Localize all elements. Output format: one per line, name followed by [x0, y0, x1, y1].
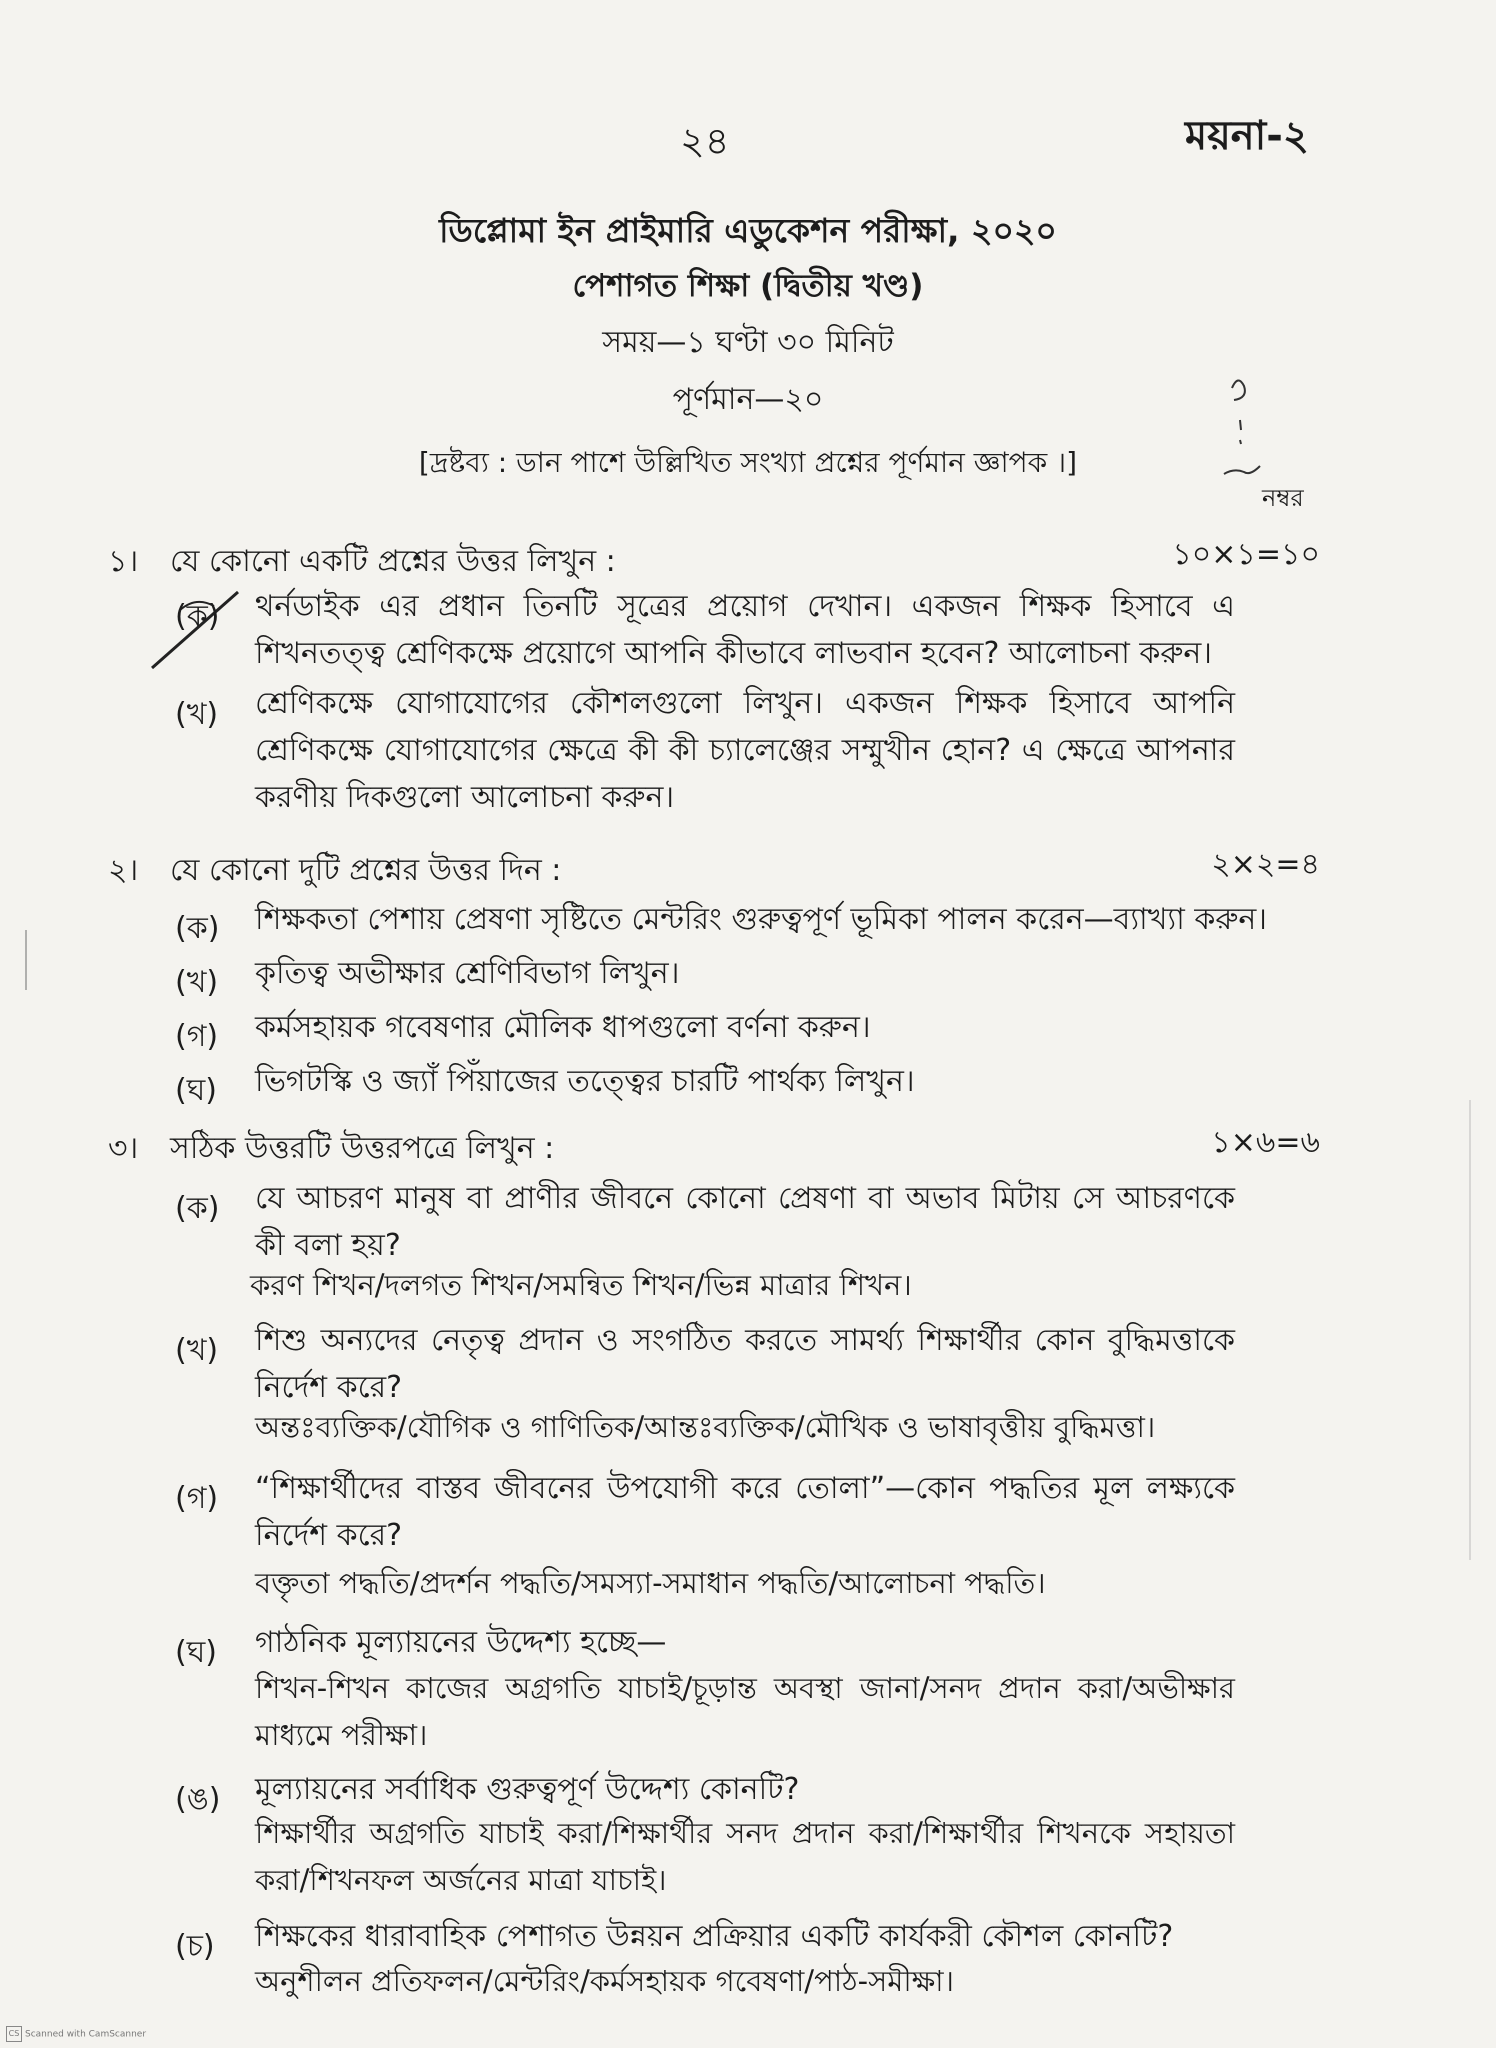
exam-time: সময়—১ ঘণ্টা ৩০ মিনিট [602, 325, 894, 360]
scanner-text: Scanned with CamScanner [25, 2029, 147, 2040]
option-text: “শিক্ষার্থীদের বাস্তব জীবনের উপযোগী করে তোলা”—কোন পদ্ধতির মূল লক্ষ্যকে নির্দেশ করে? [255, 1471, 1235, 1553]
question-2-heading [108, 846, 561, 897]
answer-choices: অন্তঃব্যক্তিক/যৌগিক ও গাণিতিক/আন্তঃব্যক্তিক/মৌখিক ও ভাষাবৃত্তীয় বুদ্ধিমত্তা। [255, 1410, 1156, 1444]
option-label: (খ) [175, 697, 219, 732]
option-text: থর্নডাইক এর প্রধান তিনটি সূত্রের প্রয়োগ দেখান। একজন শিক্ষক হিসাবে এ শিখনতত্ত্ব শ্রেণিকক্ষে প্রয়োগে আপনি কীভাবে লাভবান হবেন? আলোচনা করুন। [255, 589, 1235, 671]
question-number: ২। [108, 853, 139, 888]
option-label: (চ) [175, 1929, 215, 1964]
option-text: শ্রেণিকক্ষে যোগাযোগের কৌশলগুলো লিখুন। একজন শিক্ষক হিসাবে আপনি শ্রেণিকক্ষে যোগাযোগের ক্ষেত্রে কী কী চ্যালেঞ্জের সম্মুখীন হোন? এ ক্ষেত্রে আপনার করণীয় দিকগুলো আলোচনা করুন। [255, 686, 1235, 815]
option-label: (খ) [175, 965, 219, 1000]
scanner-logo-icon: CS [6, 2026, 22, 2042]
option-text: গাঠনিক মূল্যায়নের উদ্দেশ্য হচ্ছে— [255, 1625, 667, 1660]
option-label: (ক) [175, 1191, 220, 1226]
option-label: (ক) [175, 599, 220, 634]
option-text: ভিগটস্কি ও জ্যাঁ পিঁয়াজের তত্ত্বের চারটি পার্থক্য লিখুন। [255, 1064, 915, 1099]
question-2-marks: ২×২=৪ [1211, 847, 1320, 882]
option-text: কর্মসহায়ক গবেষণার মৌলিক ধাপগুলো বর্ণনা করুন। [255, 1010, 871, 1045]
subject-title: পেশাগত শিক্ষা (দ্বিতীয় খণ্ড) [572, 268, 924, 304]
set-name: ময়না-২ [1185, 113, 1309, 159]
answer-choices: শিখন-শিখন কাজের অগ্রগতি যাচাই/চূড়ান্ত অবস্থা জানা/সনদ প্রদান করা/অভীক্ষার মাধ্যমে পরীক্ষা। [255, 1671, 1235, 1752]
question-3-heading [108, 1124, 554, 1175]
question-number: ১। [108, 544, 139, 579]
answer-choices: করণ শিখন/দলগত শিখন/সমন্বিত শিখন/ভিন্ন মাত্রার শিখন। [250, 1268, 912, 1302]
question-number: ৩। [108, 1131, 139, 1166]
instruction-note: [দ্রষ্টব্য : ডান পাশে উল্লিখিত সংখ্যা প্রশ্নের পূর্ণমান জ্ঞাপক ।] [418, 446, 1078, 479]
answer-choices: বক্তৃতা পদ্ধতি/প্রদর্শন পদ্ধতি/সমস্যা-সমাধান পদ্ধতি/আলোচনা পদ্ধতি। [255, 1566, 1046, 1600]
option-label: (ক) [175, 911, 220, 946]
question-1-heading [108, 537, 616, 588]
option-label: (ঙ) [175, 1782, 221, 1817]
option-text: শিক্ষকতা পেশায় প্রেষণা সৃষ্টিতে মেন্টরিং গুরুত্বপূর্ণ ভূমিকা পালন করেন—ব্যাখ্যা করুন। [255, 902, 1268, 937]
option-label: (ঘ) [175, 1635, 217, 1670]
full-marks: পূর্ণমান—২০ [672, 382, 824, 417]
page-number: ২৪ [680, 119, 730, 163]
option-text: মূল্যায়নের সর্বাধিক গুরুত্বপূর্ণ উদ্দেশ্য কোনটি? [255, 1772, 800, 1807]
question-instruction: যে কোনো দুটি প্রশ্নের উত্তর দিন : [170, 853, 562, 888]
question-1-marks: ১০×১=১০ [1172, 537, 1320, 572]
question-instruction: সঠিক উত্তরটি উত্তরপত্রে লিখুন : [170, 1131, 555, 1166]
option-text: শিক্ষকের ধারাবাহিক পেশাগত উন্নয়ন প্রক্রিয়ার একটি কার্যকরী কৌশল কোনটি? [255, 1919, 1174, 1954]
question-3-marks: ১×৬=৬ [1211, 1125, 1320, 1160]
option-label: (খ) [175, 1333, 219, 1368]
answer-choices: শিক্ষার্থীর অগ্রগতি যাচাই করা/শিক্ষার্থীর সনদ প্রদান করা/শিক্ষার্থীর শিখনকে সহায়তা করা/শিখনফল অর্জনের মাত্রা যাচাই। [255, 1816, 1235, 1897]
answer-choices: অনুশীলন প্রতিফলন/মেন্টরিং/কর্মসহায়ক গবেষণা/পাঠ-সমীক্ষা। [255, 1964, 954, 1998]
option-text: যে আচরণ মানুষ বা প্রাণীর জীবনে কোনো প্রেষণা বা অভাব মিটায় সে আচরণকে কী বলা হয়? [255, 1181, 1235, 1263]
option-text: কৃতিত্ব অভীক্ষার শ্রেণিবিভাগ লিখুন। [255, 956, 680, 991]
question-instruction: যে কোনো একটি প্রশ্নের উত্তর লিখুন : [170, 544, 616, 579]
option-label: (গ) [175, 1481, 219, 1516]
exam-title: ডিপ্লোমা ইন প্রাইমারি এডুকেশন পরীক্ষা, ২০২০ [439, 211, 1057, 250]
marks-column-label: নম্বর [1262, 484, 1304, 512]
scanner-watermark [6, 2026, 146, 2042]
option-label: (ঘ) [175, 1073, 217, 1108]
option-text: শিশু অন্যদের নেতৃত্ব প্রদান ও সংগঠিত করতে সামর্থ্য শিক্ষার্থীর কোন বুদ্ধিমত্তাকে নির্দেশ করে? [255, 1323, 1235, 1405]
option-label: (গ) [175, 1019, 219, 1054]
